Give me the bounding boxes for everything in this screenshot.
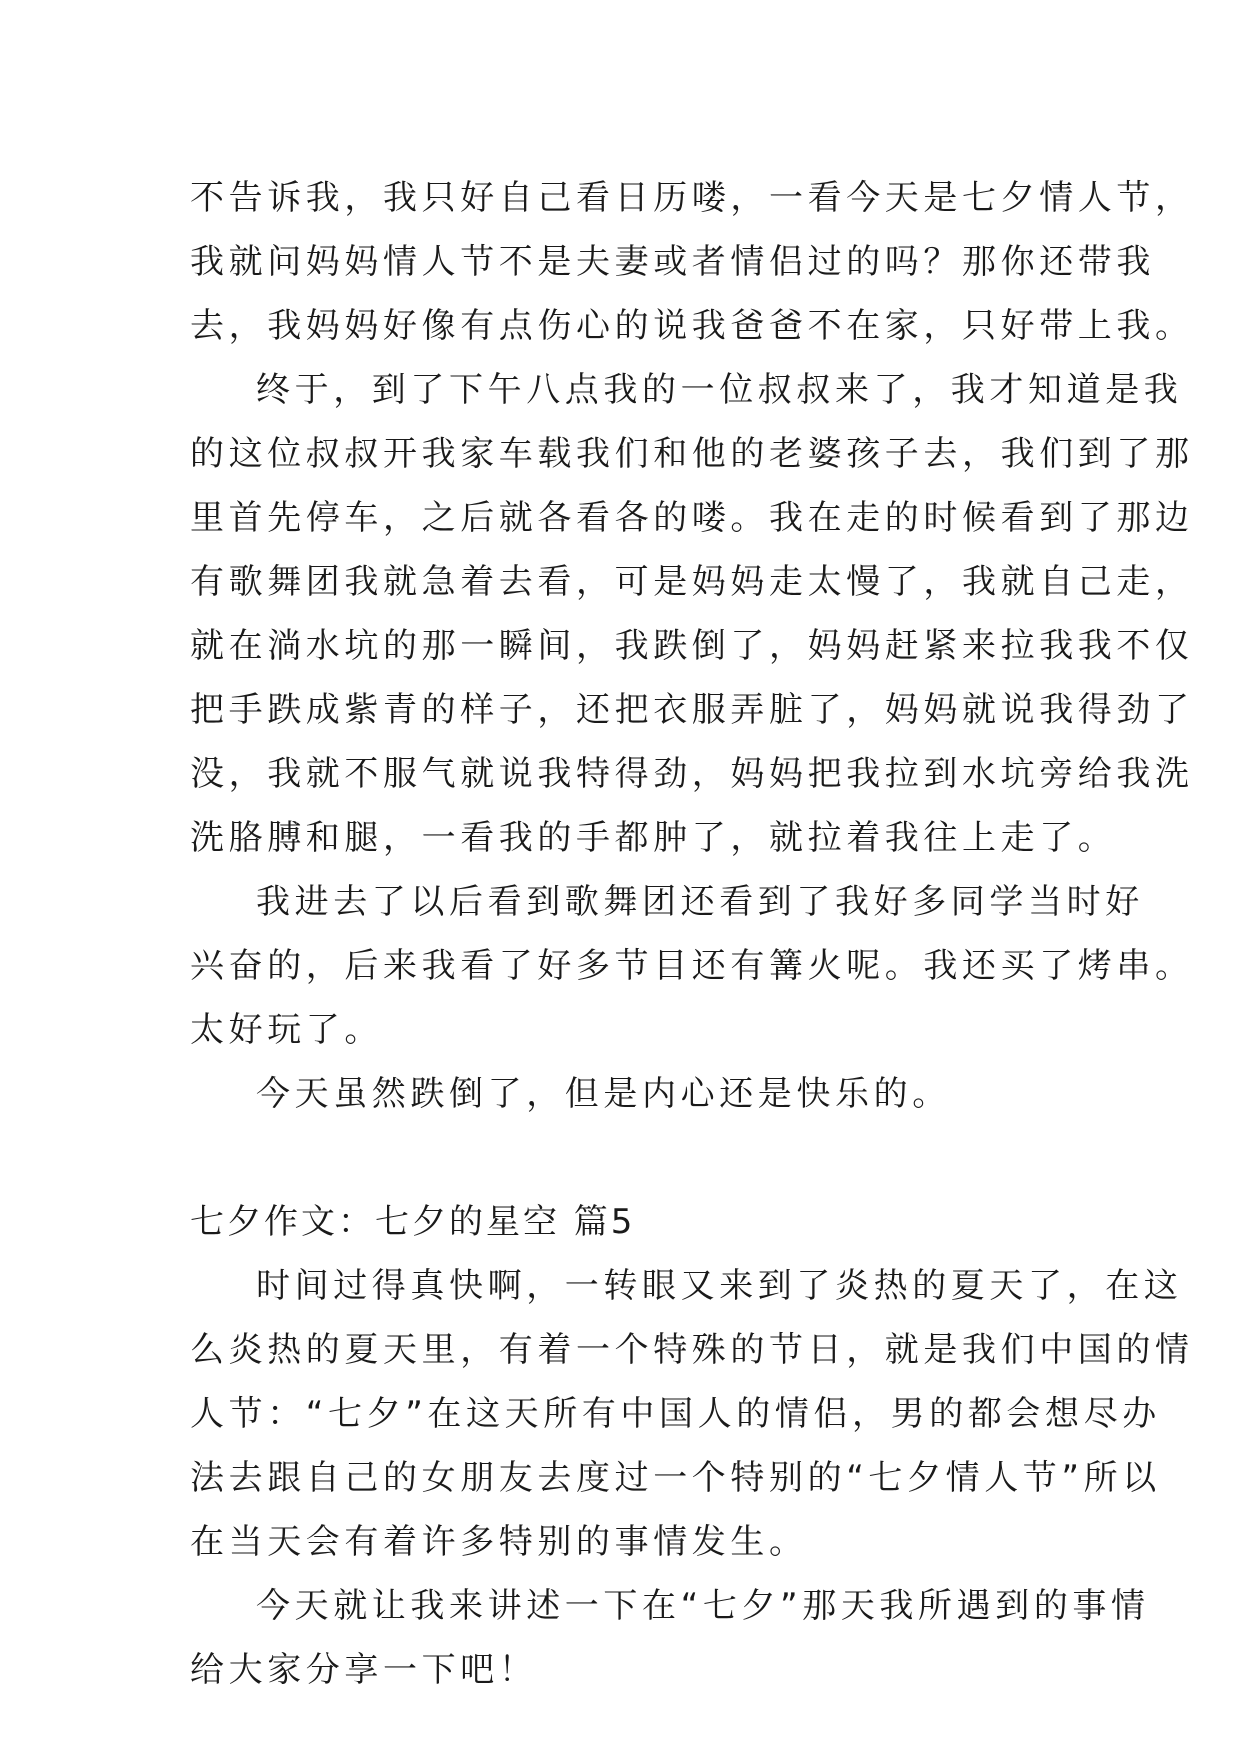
text-line: 里首先停车，之后就各看各的喽。我在走的时候看到了那边 — [190, 498, 1194, 538]
text-line: 有歌舞团我就急着去看，可是妈妈走太慢了，我就自己走， — [190, 562, 1194, 602]
text-line: 我就问妈妈情人节不是夫妻或者情侣过的吗？那你还带我 — [190, 242, 1155, 282]
text-line: 兴奋的，后来我看了好多节目还有篝火呢。我还买了烤串。 — [190, 946, 1194, 986]
paragraph — [190, 870, 1194, 1062]
text-line: 就在淌水坑的那一瞬间，我跌倒了，妈妈赶紧来拉我我不仅 — [190, 626, 1194, 666]
text-line: 么炎热的夏天里，有着一个特殊的节日，就是我们中国的情 — [190, 1330, 1194, 1370]
text-line: 洗胳膊和腿，一看我的手都肿了，就拉着我往上走了。 — [190, 818, 1117, 858]
text-line: 时间过得真快啊，一转眼又来到了炎热的夏天了，在这 — [256, 1266, 1183, 1306]
text-line: 太好玩了。 — [190, 1010, 383, 1050]
text-line: 法去跟自己的女朋友去度过一个特别的“七夕情人节”所以 — [190, 1458, 1161, 1498]
paragraph — [190, 358, 1194, 870]
text-line: 今天虽然跌倒了，但是内心还是快乐的。 — [256, 1074, 951, 1114]
text-line: 没，我就不服气就说我特得劲，妈妈把我拉到水坑旁给我洗 — [190, 754, 1194, 794]
paragraph — [190, 1254, 1194, 1574]
paragraph — [190, 1062, 1070, 1126]
text-line: 今天就让我来讲述一下在“七夕”那天我所遇到的事情 — [256, 1586, 1150, 1626]
paragraph — [190, 166, 1194, 358]
paragraph-gap — [190, 1126, 1070, 1190]
text-line: 去，我妈妈好像有点伤心的说我爸爸不在家，只好带上我。 — [190, 306, 1194, 346]
document-body — [190, 166, 1194, 1702]
text-line: 的这位叔叔开我家车载我们和他的老婆孩子去，我们到了那 — [190, 434, 1194, 474]
section-heading: 七夕作文：七夕的星空 篇5 — [190, 1202, 636, 1242]
text-line: 把手跌成紫青的样子，还把衣服弄脏了，妈妈就说我得劲了 — [190, 690, 1194, 730]
text-line: 不告诉我，我只好自己看日历喽，一看今天是七夕情人节， — [190, 178, 1194, 218]
text-line: 终于，到了下午八点我的一位叔叔来了，我才知道是我 — [256, 370, 1183, 410]
text-line: 人节：“七夕”在这天所有中国人的情侣，男的都会想尽办 — [190, 1394, 1161, 1434]
text-line: 我进去了以后看到歌舞团还看到了我好多同学当时好 — [256, 882, 1144, 922]
text-line: 给大家分享一下吧！ — [190, 1650, 538, 1690]
paragraph — [190, 1574, 1150, 1702]
text-line: 在当天会有着许多特别的事情发生。 — [190, 1522, 808, 1562]
